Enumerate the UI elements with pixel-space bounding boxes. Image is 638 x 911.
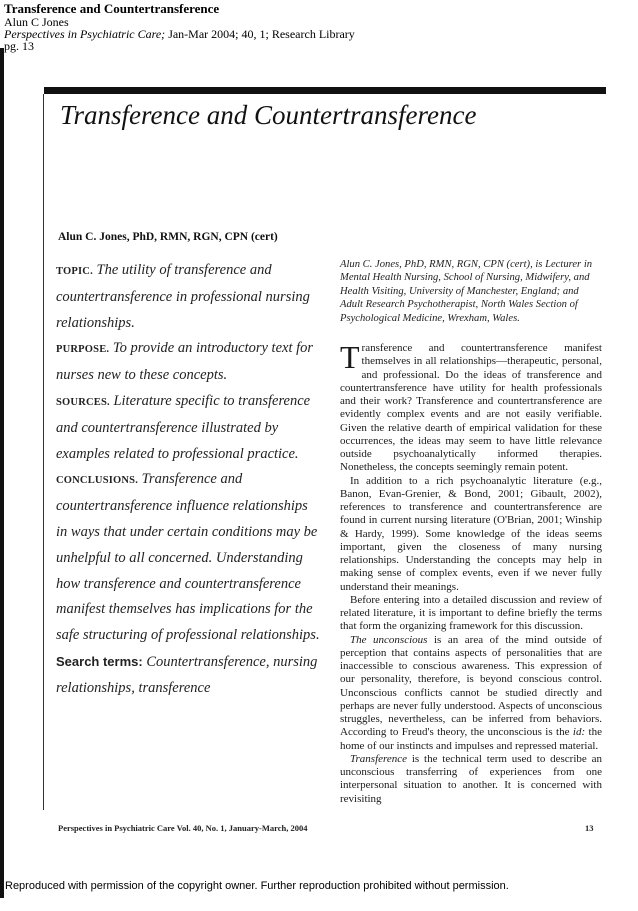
abstract-sources-text: Literature specific to transference and countertransference illustrated by examples related to professional practice. (56, 392, 311, 462)
body-paragraph-1-text: ransference and countertransference manifest themselves in all relationships—therapeutic, personal, and professional. Do the ideas of transference and countertransference have utility for health professionals and their work? Transference and countertransference are evidently complex events and are not easily verifiable. Given the relative dearth of empirical validation for these occurrences, the ideas may seem to have little relevance outside psychoanalytically informed therapies. Nonetheless, the concepts seemingly remain potent. (340, 342, 602, 474)
article-body (340, 339, 602, 806)
abstract-sources-label: SOURCES. (56, 396, 110, 408)
reproduction-notice: Reproduced with permission of the copyright owner. Further reproduction prohibited without permission. (5, 880, 509, 892)
citation-source-journal: Perspectives in Psychiatric Care; (4, 27, 166, 41)
abstract-purpose-label: PURPOSE. (56, 344, 110, 356)
citation-source-details: Jan-Mar 2004; 40, 1; Research Library (165, 27, 355, 41)
title-rule (44, 87, 606, 94)
abstract-search-text: Countertransference, nursing relationships, transference (56, 653, 318, 696)
footer-journal: Perspectives in Psychiatric Care Vol. 40, No. 1, January-March, 2004 (58, 823, 308, 833)
author-affiliation: Alun C. Jones, PhD, RMN, RGN, CPN (cert), is Lecturer in Mental Health Nursing, School of Nursing, Midwifery, and Health Visiting, University of Manchester, England; and Adult Research Psychotherapist, North Wales Section of Psychological Medicine, Wrexham, Wales. (340, 259, 593, 324)
citation-page: pg. 13 (4, 39, 34, 53)
term-id: id: (572, 726, 586, 739)
drop-cap: T (340, 339, 360, 375)
body-paragraph-3: Before entering into a detailed discussion and review of related literature, it is important to define briefly the terms that form the organizing framework for this discussion. (340, 593, 602, 633)
citation-source (4, 28, 355, 40)
body-paragraph-5-text: is the technical term used to describe an unconscious transferring of experiences from one interpersonal situation to another. It is concerned with revisiting (340, 752, 602, 805)
author-byline: Alun C. Jones, PhD, RMN, RGN, CPN (cert) (58, 231, 278, 243)
margin-rule (43, 94, 44, 810)
body-paragraph-5 (340, 753, 602, 806)
citation-title: Transference and Countertransference (4, 1, 220, 16)
abstract-topic-text: The utility of transference and countertransference in professional nursing relationships. (56, 262, 310, 331)
abstract-conclusions-text: Transference and countertransference influence relationships in ways that under certain conditions may be unhelpful to all concerned. Understanding how transference and countertransference manifest themselves has implications for the safe structuring of professional relationships. (56, 471, 320, 644)
term-transference: Transference (350, 752, 408, 765)
citation-header (4, 2, 355, 52)
abstract-topic-label: TOPIC. (56, 266, 93, 277)
abstract-conclusions-label: CONCLUSIONS. (56, 475, 139, 487)
body-paragraph-4 (340, 634, 602, 753)
body-paragraph-1 (340, 339, 602, 475)
left-scan-edge (0, 48, 4, 898)
abstract-search-label: Search terms: (56, 653, 143, 669)
abstract (56, 258, 321, 702)
citation-author: Alun C Jones (4, 15, 69, 29)
footer-page-number: 13 (585, 823, 594, 833)
abstract-purpose-text: To provide an introductory text for nurses new to these concepts. (56, 340, 314, 384)
article-title: Transference and Countertransference (60, 100, 477, 130)
term-unconscious: The unconscious (350, 633, 428, 646)
body-paragraph-4-text-b: the home of our instincts and impulses and repressed material. (340, 726, 602, 752)
body-paragraph-2: In addition to a rich psychoanalytic literature (e.g., Banon, Evan-Grenier, & Bond, 2001; Gibault, 2002), references to transference and countertransference are found in current nursing literature (O'Brian, 2001; Winship & Hardy, 1999). Some knowledge of the ideas seems important, given the closeness of many nursing relationships. Understanding the concepts may help in making sense of complex events, even if we never fully understand their meanings. (340, 474, 602, 593)
body-paragraph-4-text-a: is an area of the mind outside of perception that contains aspects of personalities that are inaccessible to conscious awareness. This expression of our personality, therefore, is beyond conscious control. Unconscious conflicts cannot be studied directly and perhaps are never fully understood. Aspects of unconscious struggles, nevertheless, can be inferred from behaviors. According to Freud's theory, the unconscious is the (340, 633, 602, 739)
